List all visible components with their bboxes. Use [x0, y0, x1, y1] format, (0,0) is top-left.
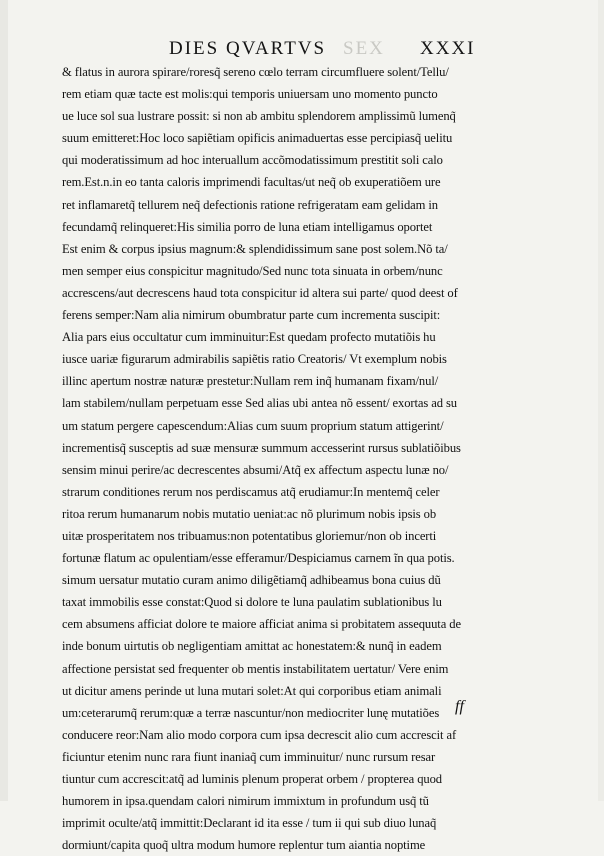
- text-line: simum uersatur mutatio curam animo diligẽtiamq̃ adhibeamus bona cuius dũ: [62, 573, 441, 588]
- text-line: imprimit oculte/atq̃ immittit:Declarant id ita esse / tum ii qui sub diuo lunaq̃: [62, 816, 437, 831]
- text-line: ut dicitur amens perinde ut luna mutari solet:At qui corporibus etiam animali: [62, 683, 442, 698]
- text-line: um:ceterarumq̃ rerum:quæ a terræ nascuntur/non mediocriter lunę mutatiões: [62, 705, 440, 720]
- page-header: [0, 38, 604, 62]
- text-line: men semper eius conspicitur magnitudo/Sed nunc tota sinuata in orbem/nunc: [62, 263, 443, 278]
- text-line: ferens semper:Nam alia nimirum obumbratur parte cum incrementa suscipit:: [62, 308, 441, 323]
- text-line: fortunæ flatum ac opulentiam/esse efferamur/Despiciamus carnem ĩn qua potis.: [62, 551, 455, 566]
- text-line: accrescens/aut decrescens haud tota conspicitur id altera sui parte/ quod deest of: [62, 285, 458, 300]
- text-line: uitæ prosperitatem nos tribuamus:non potentatibus gloriemur/non ob incerti: [62, 528, 437, 543]
- running-head: DIES QVARTVS: [169, 38, 327, 59]
- text-line: ritoa rerum humanarum nobis mutatio ueniat:ac nõ plurimum nobis ipsis ob: [62, 506, 437, 521]
- text-line: incrementisq̃ susceptis ad suæ mensuræ summum accesserint rursus sublatiõibus: [62, 440, 461, 455]
- text-line: suum emitteret:Hoc loco sapiẽtiam opificis animaduertas esse percipiasq̃ uelitu: [62, 131, 453, 146]
- body-text: [62, 61, 496, 856]
- text-line: Alia pars eius occultatur cum imminuitur:Est quedam profecto mutatiõis hu: [62, 330, 436, 345]
- text-line: um statum pergere capescendum:Alias cum suum proprium statum attigerint/: [62, 418, 444, 433]
- text-line: iusce uariæ figurarum admirabilis sapiẽtis ratio Creatoris/ Vt exemplum nobis: [62, 352, 447, 367]
- text-line: rem.Est.n.in eo tanta caloris imprimendi facultas/ut neq̃ ob exuperatiõem ure: [62, 175, 441, 190]
- catchword: ff: [455, 698, 464, 715]
- text-line: rem etiam quæ tacte est molis:qui temporis uniuersam uno momento puncto: [62, 87, 438, 102]
- text-line: qui moderatissimum ad hoc interuallum accõmodatissimum prestitit soli calo: [62, 153, 443, 168]
- text-line: Est enim & corpus ipsius magnum:& splendidissimum sane post solem.Nõ ta/: [62, 241, 448, 256]
- text-line: ue luce sol sua lustrare possit: si non ab ambitu splendorem amplissimũ lumenq̃: [62, 109, 456, 124]
- text-line: & flatus in aurora spirare/roresq̃ sereno cœlo terram circumfluere solent/Tellu/: [62, 65, 449, 79]
- text-line: affectione persistat sed frequenter ob mentis instabilitatem uertatur/ Vere enim: [62, 661, 449, 676]
- show-through-text: SEX: [343, 38, 385, 59]
- text-line: taxat immobilis esse constat:Quod si dolore te luna paulatim sublationibus lu: [62, 595, 442, 610]
- text-line: fecundamq̃ relinqueret:His similia porro de luna etiam intelligamus oportet: [62, 219, 433, 234]
- text-line: tiuntur cum accrescit:atq̃ ad luminis plenum properat orbem / propterea quod: [62, 772, 442, 786]
- text-line: inde bonum uirtutis ob negligentiam amittat ac honestatem:& nunq̃ in eadem: [62, 639, 442, 654]
- folio-number: XXXI: [420, 38, 476, 59]
- text-line: ret inflamaretq̃ tellurem neq̃ defectionis ratione refrigeratam eam gelidam in: [62, 197, 438, 212]
- text-line: lam stabilem/nullam perpetuam esse Sed alias ubi antea nõ essent/ exortas ad su: [62, 396, 457, 411]
- text-line: strarum conditiones rerum nos perdiscamus atq̃ erudiamur:In mentemq̃ celer: [62, 484, 440, 499]
- text-line: ficiuntur etenim nunc rara fiunt inaniaq̃ cum imminuitur/ nunc rursum resar: [62, 749, 436, 764]
- text-line: illinc apertum nostræ naturæ prestetur:Nullam rem inq̃ humanam fixam/nul/: [62, 374, 439, 389]
- text-line: conducere reor:Nam alio modo corpora cum ipsa decrescit alio cum accrescit af: [62, 727, 457, 742]
- text-line: sensim minui perire/ac decrescentes absumi/Atq̃ ex affectum aspectu lunæ no/: [62, 462, 449, 477]
- text-line: humorem in ipsa.quendam calori nimirum immixtum in profundum usq̃ tũ: [62, 794, 429, 809]
- text-line: cem absumens afficiat dolore te maiore afficiat anima si probitatem assequuta de: [62, 617, 461, 632]
- text-line: dormiunt/capita quoq̃ ultra modum humore replentur tum aiantia noptime: [62, 838, 426, 853]
